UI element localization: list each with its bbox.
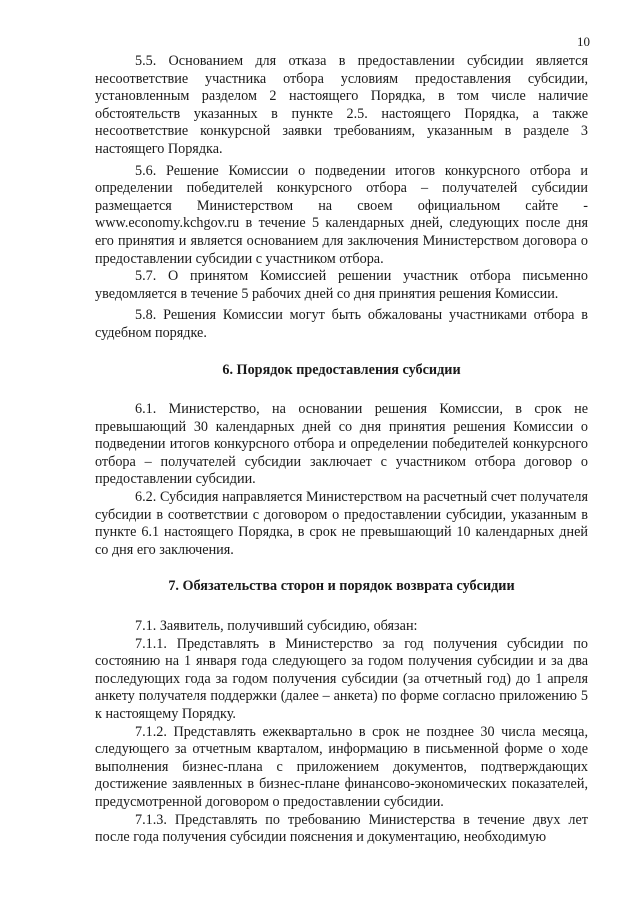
paragraph-7-1-1: 7.1.1. Представлять в Министерство за год получения субсидии по состоянию на 1 января года следующего за годом получения субсидии и за два последующих года за годом получения субсидии (за отчетный год) до 1 апреля анкету получателя поддержки (далее – анкета) по форме согласно приложению 5 к настоящему Порядку.	[95, 635, 588, 722]
paragraph-7-1-3: 7.1.3. Представлять по требованию Министерства в течение двух лет после года получения субсидии пояснения и документацию, необходимую	[95, 811, 588, 846]
paragraph-5-8: 5.8. Решения Комиссии могут быть обжалованы участниками отбора в судебном порядке.	[95, 307, 588, 341]
paragraph-5-7: 5.7. О принятом Комиссией решении участник отбора письменно уведомляется в течение 5 рабочих дней со дня принятия решения Комиссии.	[95, 268, 588, 302]
paragraph-6-2: 6.2. Субсидия направляется Министерством на расчетный счет получателя субсидии в соответствии с договором о предоставлении субсидии, указанным в пункте 6.1 настоящего Порядка, в срок не превышающий 10 календарных дней со дня его заключения.	[95, 489, 588, 558]
section-heading-7: 7. Обязательства сторон и порядок возврата субсидии	[168, 578, 515, 595]
paragraph-6-1: 6.1. Министерство, на основании решения Комиссии, в срок не превышающий 30 календарных дней со дня принятия решения Комиссии о подведении итогов конкурсного отбора и определении победителей конкурсного отбора – получателей субсидии заключает с участником отбора договор о предоставлении субсидии.	[95, 401, 588, 488]
paragraph-5-6: 5.6. Решение Комиссии о подведении итогов конкурсного отбора и определении победителей конкурсного отбора – получателей субсидии размещается Министерством на своем официальном сайте - www.economy.kchgov.ru в течение 5 календарных дней, следующих после дня его принятия и является основанием для заключения Министерством договора о предоставлении субсидии с участником отбора.	[95, 162, 588, 267]
section-heading-6: 6. Порядок предоставления субсидии	[222, 361, 461, 378]
paragraph-5-5: 5.5. Основанием для отказа в предоставлении субсидии является несоответствие участника отбора условиям предоставления субсидии, установленным разделом 2 настоящего Порядка, в том числе наличие обстоятельств указанных в пункте 2.5. настоящего Порядка, а также несоответствие конкурсной заявки требованиям, указанным в разделе 3 настоящего Порядка.	[95, 53, 588, 157]
paragraph-7-1: 7.1. Заявитель, получивший субсидию, обязан:	[135, 618, 418, 635]
paragraph-7-1-2: 7.1.2. Представлять ежеквартально в срок не позднее 30 числа месяца, следующего за отчетным кварталом, информацию в письменной форме о ходе выполнения бизнес-плана с приложением документов, подтверждающих достижение заявленных в бизнес-плане финансово-экономических показателей, предусмотренной договором о предоставлении субсидии.	[95, 723, 588, 810]
page-number: 10	[577, 34, 590, 49]
document-body	[95, 53, 588, 847]
